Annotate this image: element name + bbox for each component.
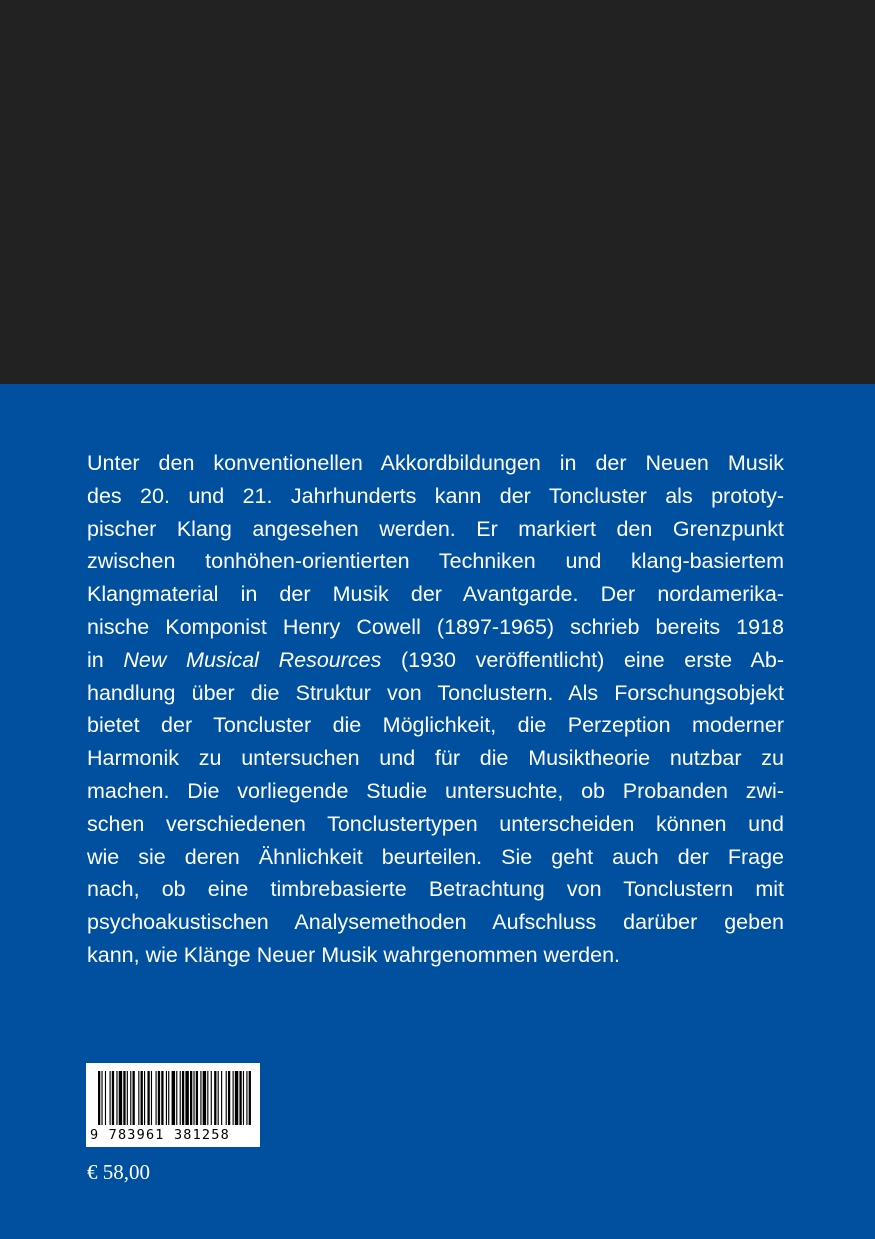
blurb-text-segment: in <box>87 647 124 672</box>
barcode-bar <box>161 1071 163 1125</box>
barcode-bar <box>112 1071 114 1125</box>
book-title: New Musical Resources <box>123 647 382 672</box>
barcode-bar <box>144 1071 145 1125</box>
barcode-bar <box>98 1071 100 1125</box>
barcode-bar <box>239 1071 241 1125</box>
blurb-line: bietet der Toncluster die Möglichkeit, die Perzeption moderner <box>87 713 784 738</box>
barcode-bar <box>172 1071 175 1125</box>
barcode-bar <box>156 1071 157 1125</box>
barcode-bar <box>101 1071 102 1125</box>
barcode-bar <box>138 1071 139 1125</box>
blurb-line: pischer Klang angesehen werden. Er markiert den Grenzpunkt <box>87 516 784 541</box>
barcode-bar <box>193 1071 194 1125</box>
barcode-bar <box>214 1071 216 1125</box>
blurb-line <box>87 644 784 677</box>
barcode-bar <box>228 1071 230 1125</box>
barcode-bar <box>119 1071 122 1125</box>
barcode-bar <box>133 1071 135 1125</box>
blurb-line: des 20. und 21. Jahrhunderts kann der Toncluster als prototy- <box>87 483 784 508</box>
barcode-bar <box>166 1071 167 1125</box>
barcode-bar <box>226 1071 227 1125</box>
blurb-line: machen. Die vorliegende Studie untersuchte, ob Probanden zwi- <box>87 778 784 803</box>
barcode-bar <box>180 1071 181 1125</box>
barcode-bar <box>123 1071 125 1125</box>
barcode-bar <box>130 1071 131 1125</box>
barcode-bar <box>176 1071 177 1125</box>
barcode-bar <box>110 1071 111 1125</box>
barcode-bar <box>211 1071 212 1125</box>
blurb-line: nische Komponist Henry Cowell (1897-1965) schrieb bereits 1918 <box>87 614 784 639</box>
blurb-line: psychoakustischen Analysemethoden Aufschluss darüber geben <box>87 910 784 935</box>
barcode-bar <box>246 1071 247 1125</box>
blurb-line: kann, wie Klänge Neuer Musik wahrgenommen werden. <box>87 942 620 967</box>
barcode-bar <box>127 1071 128 1125</box>
barcode-bar <box>151 1071 152 1125</box>
barcode-bar <box>185 1071 188 1125</box>
blurb-text <box>87 447 784 972</box>
barcode-bar <box>182 1071 184 1125</box>
blurb-line: handlung über die Struktur von Tonclustern. Als Forschungsobjekt <box>87 680 784 705</box>
barcode-bar <box>203 1071 206 1125</box>
blurb-text-segment: (1930 veröffentlicht) eine erste Ab- <box>381 647 784 672</box>
barcode-bar <box>158 1071 160 1125</box>
top-band <box>0 0 875 384</box>
isbn-number: 9 783961 381258 <box>90 1127 230 1143</box>
blurb-line: schen verschiedenen Tonclustertypen unterscheiden können und <box>87 811 784 836</box>
blurb-line: zwischen tonhöhen-orientierten Techniken und klang-basiertem <box>87 549 784 574</box>
blurb-line: Klangmaterial in der Musik der Avantgarde. Der nordamerika- <box>87 582 784 607</box>
barcode-bar <box>116 1071 117 1125</box>
barcode-bar <box>190 1071 192 1125</box>
barcode-bar <box>221 1071 222 1125</box>
barcode-bar <box>233 1071 234 1125</box>
blurb-line: nach, ob eine timbrebasierte Betrachtung von Tonclustern mit <box>87 877 784 902</box>
isbn-barcode <box>86 1063 260 1147</box>
barcode-bar <box>243 1071 244 1125</box>
barcode-bar <box>196 1071 198 1125</box>
blurb-line: wie sie deren Ähnlichkeit beurteilen. Sie geht auch der Frage <box>87 844 784 869</box>
price-label: € 58,00 <box>87 1160 150 1184</box>
barcode-bar <box>168 1071 169 1125</box>
barcode-bar <box>207 1071 208 1125</box>
barcode-bar <box>141 1071 143 1125</box>
barcode-bar <box>249 1071 251 1125</box>
blurb-line: Unter den konventionellen Akkordbildungen in der Neuen Musik <box>87 451 784 475</box>
barcode-bar <box>200 1071 201 1125</box>
barcode-bar <box>235 1071 238 1125</box>
barcode-bar <box>105 1071 106 1125</box>
barcode-bar <box>218 1071 219 1125</box>
barcode-bar <box>147 1071 149 1125</box>
blurb-line: Harmonik zu untersuchen und für die Musiktheorie nutzbar zu <box>87 746 784 771</box>
